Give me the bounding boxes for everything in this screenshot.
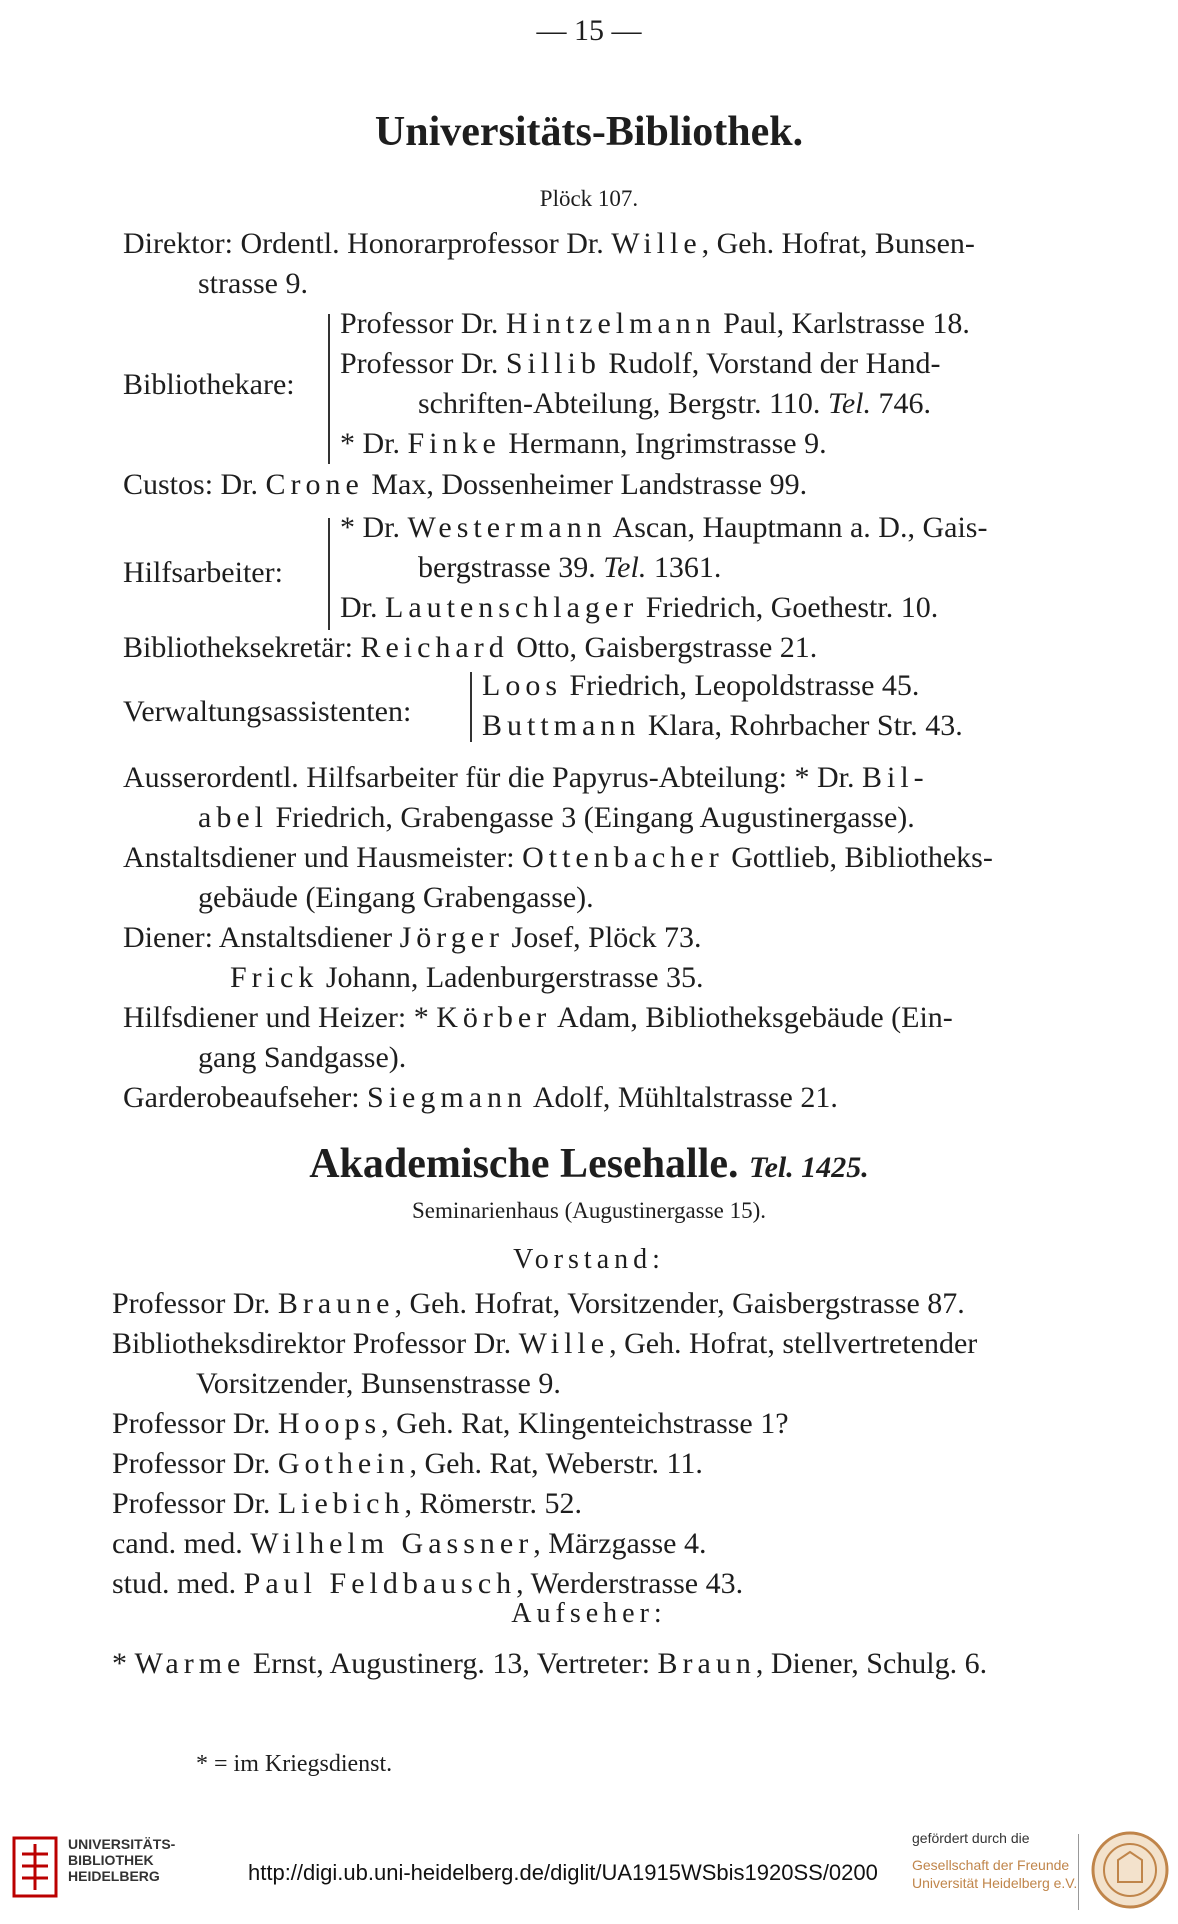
library-address: Plöck 107. bbox=[539, 186, 639, 211]
vorstand-member: Professor Dr. Liebich, Römerstr. 52. bbox=[112, 1487, 582, 1520]
aufseher-line: * Warme Ernst, Augustinerg. 13, Vertreter: Braun, Diener, Schulg. 6. bbox=[112, 1647, 988, 1680]
hilfsdiener-line-1: Hilfsdiener und Heizer: * Körber Adam, Bibliotheksgebäude (Ein- bbox=[123, 1001, 953, 1034]
vorstand-member: Bibliotheksdirektor Professor Dr. Wille, Geh. Hofrat, stellvertretender bbox=[112, 1327, 978, 1360]
bibliothekare-label: Bibliothekare: bbox=[123, 368, 295, 401]
footer bbox=[0, 1820, 1178, 1924]
hilfsarbeiter-lautenschlager: Dr. Lautenschlager Friedrich, Goethestr. 10. bbox=[340, 591, 939, 624]
hilfsarbeiter-label: Hilfsarbeiter: bbox=[123, 556, 283, 589]
vorstand-member: stud. med. Paul Feldbausch, Werderstrasse 43. bbox=[112, 1567, 744, 1600]
vorstand-member: Professor Dr. Braune, Geh. Hofrat, Vorsitzender, Gaisbergstrasse 87. bbox=[112, 1287, 965, 1320]
bibliothekar-sillib: Professor Dr. Sillib Rudolf, Vorstand der Hand- bbox=[340, 347, 941, 380]
vorstand-heading: Vorstand: bbox=[513, 1244, 665, 1275]
vorstand-member: Professor Dr. Gothein, Geh. Rat, Weberstr. 11. bbox=[112, 1447, 703, 1480]
papyrus-line-1: Ausserordentl. Hilfsarbeiter für die Papyrus-Abteilung: * Dr. Bil- bbox=[123, 761, 929, 794]
lesehalle-address: Seminarienhaus (Augustinergasse 15). bbox=[411, 1198, 767, 1223]
diener-line-1: Diener: Anstaltsdiener Jörger Josef, Plöck 73. bbox=[123, 921, 702, 954]
verwaltung-loos: Loos Friedrich, Leopoldstrasse 45. bbox=[482, 669, 920, 702]
library-name: UNIVERSITÄTS- BIBLIOTHEK HEIDELBERG bbox=[68, 1836, 176, 1884]
vorstand-member: Vorsitzender, Bunsenstrasse 9. bbox=[196, 1367, 561, 1400]
direktor-line-2: strasse 9. bbox=[198, 267, 308, 300]
hilfsarbeiter-brace bbox=[328, 518, 330, 630]
bibliothekare-brace bbox=[328, 314, 330, 464]
diener-line-2: Frick Johann, Ladenburgerstrasse 35. bbox=[230, 961, 704, 994]
anstalt-line-2: gebäude (Eingang Grabengasse). bbox=[198, 881, 594, 914]
source-url-link[interactable]: http://digi.ub.uni-heidelberg.de/diglit/UA1915WSbis1920SS/0200 bbox=[248, 1860, 878, 1885]
papyrus-line-2: abel Friedrich, Grabengasse 3 (Eingang Augustinergasse). bbox=[198, 801, 915, 834]
verwaltung-label: Verwaltungsassistenten: bbox=[123, 695, 412, 728]
sponsor-name: Gesellschaft der Freunde Universität Heidelberg e.V. bbox=[912, 1857, 1078, 1891]
verwaltung-brace bbox=[470, 672, 472, 742]
footer-divider bbox=[1078, 1834, 1079, 1910]
vorstand-member: Professor Dr. Hoops, Geh. Rat, Klingenteichstrasse 1? bbox=[112, 1407, 789, 1440]
hilfsarbeiter-westermann-cont: bergstrasse 39. Tel. 1361. bbox=[418, 551, 722, 584]
bibliothekar-hintzelmann: Professor Dr. Hintzelmann Paul, Karlstrasse 18. bbox=[340, 307, 970, 340]
anstalt-line-1: Anstaltsdiener und Hausmeister: Ottenbacher Gottlieb, Bibliotheks- bbox=[123, 841, 993, 874]
university-seal-icon bbox=[1090, 1830, 1170, 1910]
bibliothekar-finke: * Dr. Finke Hermann, Ingrimstrasse 9. bbox=[340, 427, 827, 460]
direktor-line-1: Direktor: Ordentl. Honorarprofessor Dr. Wille, Geh. Hofrat, Bunsen- bbox=[123, 227, 975, 260]
page-number: — 15 — bbox=[536, 14, 642, 47]
hilfsdiener-line-2: gang Sandgasse). bbox=[198, 1041, 407, 1074]
bibliothekar-sillib-cont: schriften-Abteilung, Bergstr. 110. Tel. 746. bbox=[418, 387, 932, 420]
sekretaer-line: Bibliotheksekretär: Reichard Otto, Gaisbergstrasse 21. bbox=[123, 631, 818, 664]
custos-line: Custos: Dr. Crone Max, Dossenheimer Landstrasse 99. bbox=[123, 468, 808, 501]
vorstand-member: cand. med. Wilhelm Gassner, Märzgasse 4. bbox=[112, 1527, 707, 1560]
aufseher-heading: Aufseher: bbox=[511, 1598, 667, 1629]
hilfsarbeiter-westermann: * Dr. Westermann Ascan, Hauptmann a. D., Gais- bbox=[340, 511, 988, 544]
verwaltung-buttmann: Buttmann Klara, Rohrbacher Str. 43. bbox=[482, 709, 963, 742]
sponsor-intro: gefördert durch die bbox=[912, 1830, 1030, 1846]
lesehalle-heading: Akademische Lesehalle. Tel. 1425. bbox=[309, 1141, 869, 1187]
library-logo-icon bbox=[12, 1836, 58, 1898]
garderobe-line: Garderobeaufseher: Siegmann Adolf, Mühltalstrasse 21. bbox=[123, 1081, 838, 1114]
footnote: * = im Kriegsdienst. bbox=[196, 1751, 393, 1777]
library-title: Universitäts-Bibliothek. bbox=[374, 109, 804, 155]
